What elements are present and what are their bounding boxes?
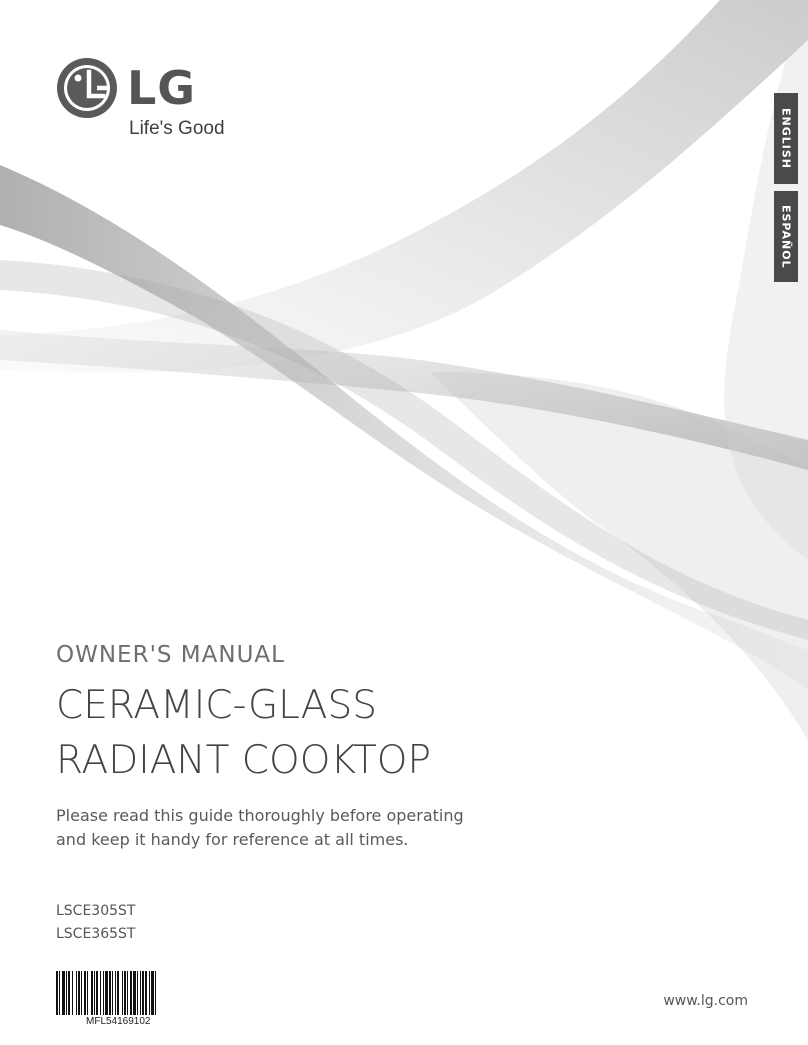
barcode-bar <box>68 971 70 1015</box>
barcode-bar <box>127 971 128 1015</box>
barcode-bar <box>151 971 154 1015</box>
barcode-bar <box>109 971 111 1015</box>
barcode-bar <box>94 971 95 1015</box>
barcode-bar <box>145 971 147 1015</box>
website-link[interactable]: www.lg.com <box>663 993 748 1009</box>
barcode-bar <box>62 971 65 1015</box>
barcode-bar <box>78 971 80 1015</box>
barcode-bar <box>142 971 144 1015</box>
barcode-bar <box>87 971 88 1015</box>
document-title <box>56 678 431 788</box>
barcode-bar <box>72 971 73 1015</box>
barcode-bar <box>59 971 60 1015</box>
barcode-bar <box>130 971 132 1015</box>
brand-logo <box>55 56 225 139</box>
barcode-bar <box>56 971 58 1015</box>
barcode-bar <box>84 971 86 1015</box>
description-line1: Please read this guide thoroughly before operating <box>56 806 464 825</box>
model-numbers <box>56 900 135 946</box>
document-title-line2: RADIANT COOKTOP <box>56 738 432 783</box>
barcode-bar <box>105 971 108 1015</box>
lg-face-logo-icon <box>55 56 119 120</box>
barcode-bar <box>76 971 77 1015</box>
barcode-bar <box>103 971 104 1015</box>
document-title-line1: CERAMIC-GLASS <box>56 683 377 728</box>
barcode-bar <box>81 971 82 1015</box>
language-tab-english[interactable] <box>774 93 798 184</box>
barcode-bar <box>149 971 150 1015</box>
document-subtitle: OWNER'S MANUAL <box>56 642 285 668</box>
barcode-bar <box>155 971 156 1015</box>
barcode-bar <box>91 971 93 1015</box>
barcode-bar <box>115 971 116 1015</box>
barcode-bar <box>66 971 67 1015</box>
barcode-graphic <box>56 971 188 1015</box>
barcode-bar <box>117 971 119 1015</box>
brand-name: LG <box>127 61 197 115</box>
barcode-bar <box>122 971 123 1015</box>
model-number: LSCE365ST <box>56 926 136 942</box>
description-line2: and keep it handy for reference at all times. <box>56 830 409 849</box>
model-number: LSCE305ST <box>56 903 136 919</box>
barcode-bar <box>100 971 101 1015</box>
language-tab-label: ENGLISH <box>779 108 793 169</box>
document-description <box>56 804 464 852</box>
barcode-bar <box>133 971 136 1015</box>
barcode-bar <box>124 971 126 1015</box>
brand-slogan: Life's Good <box>129 118 225 139</box>
barcode-bar <box>112 971 113 1015</box>
barcode-bar <box>140 971 141 1015</box>
barcode-number: MFL54169102 <box>86 1016 151 1027</box>
language-tab-espanol[interactable] <box>774 191 798 282</box>
language-tab-label: ESPAÑOL <box>779 204 793 269</box>
barcode-bar <box>96 971 98 1015</box>
barcode-bar <box>137 971 138 1015</box>
